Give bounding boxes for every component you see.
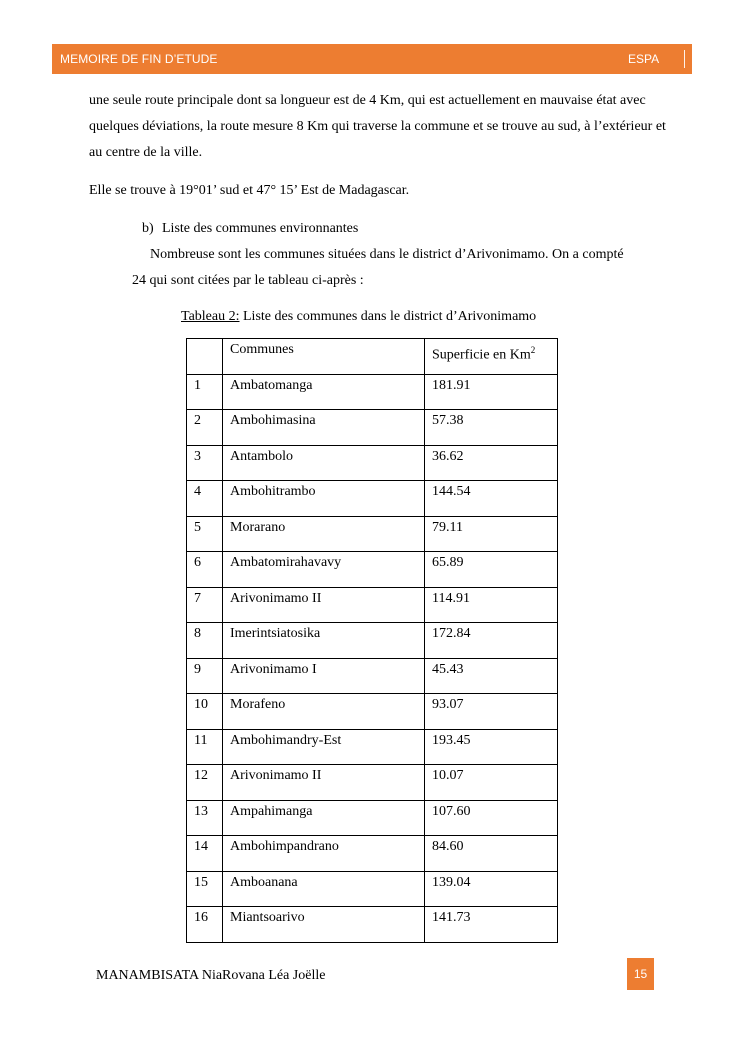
cell-commune: Arivonimamo I bbox=[223, 658, 425, 694]
cell-num: 15 bbox=[187, 871, 223, 907]
cell-num: 9 bbox=[187, 658, 223, 694]
cell-commune: Ambohimpandrano bbox=[223, 836, 425, 872]
table-row bbox=[187, 410, 558, 446]
cell-superficie: 45.43 bbox=[425, 658, 558, 694]
cell-commune: Arivonimamo II bbox=[223, 587, 425, 623]
header-communes: Communes bbox=[223, 339, 425, 375]
cell-num: 3 bbox=[187, 445, 223, 481]
table-row bbox=[187, 552, 558, 588]
cell-num: 13 bbox=[187, 800, 223, 836]
cell-commune: Ambohimandry-Est bbox=[223, 729, 425, 765]
table-row bbox=[187, 658, 558, 694]
cell-superficie: 181.91 bbox=[425, 374, 558, 410]
table-row bbox=[187, 800, 558, 836]
paragraph-road: une seule route principale dont sa longueur est de 4 Km, qui est actuellement en mauvaise état avec quelques déviations, la route mesure 8 Km qui traverse la commune et se trouve au sud, à l’extérieur et au centre de la ville. bbox=[89, 93, 666, 160]
cell-superficie: 107.60 bbox=[425, 800, 558, 836]
cell-superficie: 139.04 bbox=[425, 871, 558, 907]
header-num bbox=[187, 339, 223, 375]
table-header-row bbox=[187, 339, 558, 375]
cell-commune: Morafeno bbox=[223, 694, 425, 730]
header-title: MEMOIRE DE FIN D’ETUDE bbox=[60, 52, 218, 66]
cell-num: 14 bbox=[187, 836, 223, 872]
cell-superficie: 65.89 bbox=[425, 552, 558, 588]
cell-num: 6 bbox=[187, 552, 223, 588]
cell-num: 10 bbox=[187, 694, 223, 730]
table-row bbox=[187, 836, 558, 872]
cell-superficie: 114.91 bbox=[425, 587, 558, 623]
cell-num: 16 bbox=[187, 907, 223, 943]
cell-commune: Ambatomirahavavy bbox=[223, 552, 425, 588]
cell-superficie: 36.62 bbox=[425, 445, 558, 481]
header-superficie-text: Superficie en Km bbox=[432, 347, 531, 363]
table-row bbox=[187, 907, 558, 943]
cell-superficie: 172.84 bbox=[425, 623, 558, 659]
cell-commune: Arivonimamo II bbox=[223, 765, 425, 801]
subheading-marker: b) bbox=[142, 221, 154, 236]
cell-num: 1 bbox=[187, 374, 223, 410]
cell-num: 11 bbox=[187, 729, 223, 765]
cell-superficie: 144.54 bbox=[425, 481, 558, 517]
table-row bbox=[187, 587, 558, 623]
table-row bbox=[187, 765, 558, 801]
cell-commune: Imerintsiatosika bbox=[223, 623, 425, 659]
table-row bbox=[187, 445, 558, 481]
header-divider bbox=[684, 50, 685, 68]
cell-superficie: 79.11 bbox=[425, 516, 558, 552]
cell-num: 2 bbox=[187, 410, 223, 446]
subheading bbox=[142, 217, 358, 241]
cell-commune: Ambatomanga bbox=[223, 374, 425, 410]
table-row bbox=[187, 516, 558, 552]
page-number: 15 bbox=[627, 958, 654, 990]
paragraph-communes: Nombreuse sont les communes situées dans le district d’Arivonimamo. On a compté 24 qui sont citées par le tableau ci-après : bbox=[132, 247, 624, 288]
cell-commune: Ampahimanga bbox=[223, 800, 425, 836]
table-row bbox=[187, 623, 558, 659]
header-school: ESPA bbox=[628, 52, 660, 66]
cell-commune: Ambohitrambo bbox=[223, 481, 425, 517]
table-body bbox=[187, 374, 558, 942]
footer-author: MANAMBISATA NiaRovana Léa Joëlle bbox=[96, 968, 326, 983]
cell-commune: Antambolo bbox=[223, 445, 425, 481]
cell-superficie: 84.60 bbox=[425, 836, 558, 872]
table-row bbox=[187, 729, 558, 765]
table-caption-label: Tableau 2: bbox=[181, 309, 240, 324]
table-row bbox=[187, 871, 558, 907]
cell-superficie: 193.45 bbox=[425, 729, 558, 765]
cell-superficie: 93.07 bbox=[425, 694, 558, 730]
table-row bbox=[187, 374, 558, 410]
cell-superficie: 141.73 bbox=[425, 907, 558, 943]
header-superficie-sup: 2 bbox=[530, 345, 536, 355]
cell-commune: Miantsoarivo bbox=[223, 907, 425, 943]
cell-commune: Ambohimasina bbox=[223, 410, 425, 446]
cell-commune: Amboanana bbox=[223, 871, 425, 907]
cell-commune: Morarano bbox=[223, 516, 425, 552]
subheading-text: Liste des communes environnantes bbox=[162, 221, 359, 236]
header-superficie bbox=[425, 339, 558, 375]
cell-num: 7 bbox=[187, 587, 223, 623]
table-row bbox=[187, 481, 558, 517]
paragraph-location: Elle se trouve à 19°01’ sud et 47° 15’ Est de Madagascar. bbox=[89, 183, 410, 198]
page-header bbox=[52, 44, 692, 74]
cell-num: 8 bbox=[187, 623, 223, 659]
cell-num: 4 bbox=[187, 481, 223, 517]
cell-num: 12 bbox=[187, 765, 223, 801]
table-row bbox=[187, 694, 558, 730]
table-caption-text: Liste des communes dans le district d’Arivonimamo bbox=[239, 309, 537, 324]
cell-superficie: 57.38 bbox=[425, 410, 558, 446]
communes-table bbox=[186, 338, 558, 943]
cell-num: 5 bbox=[187, 516, 223, 552]
cell-superficie: 10.07 bbox=[425, 765, 558, 801]
table-caption bbox=[181, 305, 536, 329]
